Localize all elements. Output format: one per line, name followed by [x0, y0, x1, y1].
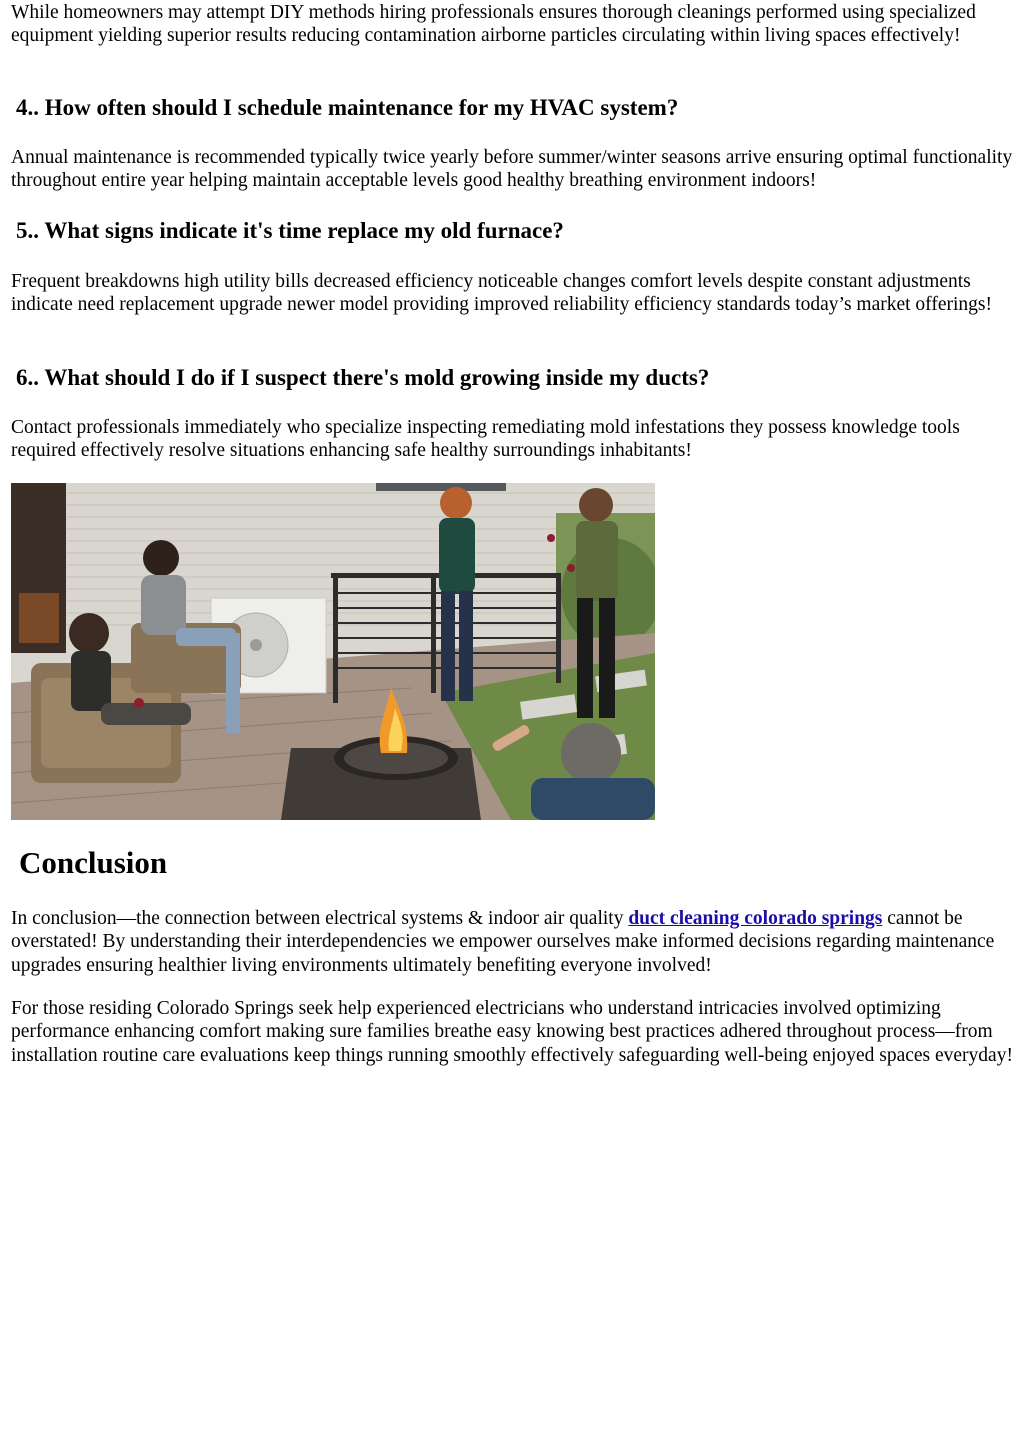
faq-question-6: 6.. What should I do if I suspect there's mold growing inside my ducts? — [16, 365, 710, 390]
faq-answer-4: Annual maintenance is recommended typically twice yearly before summer/winter seasons arrive ensuring optimal functionality throughout entire year helping maintain acceptable levels good healthy breathing environment indoors! — [11, 147, 1013, 192]
faq-answer-6: Contact professionals immediately who specialize inspecting remediating mold infestations they possess knowledge tools required effectively resolve situations enhancing safe healthy surroundings inhabitants! — [11, 417, 960, 462]
duct-cleaning-link[interactable]: duct cleaning colorado springs — [628, 908, 883, 929]
conclusion-text-after-link: cannot be overstated! By understanding their interdependencies we empower ourselves make informed decisions regarding maintenance upgrades ensuring healthier living environments ultimately benefiting everyone involved! — [11, 908, 995, 976]
conclusion-paragraph-1 — [11, 907, 1016, 977]
conclusion-heading: Conclusion — [19, 845, 168, 880]
conclusion-paragraph-2: For those residing Colorado Springs seek help experienced electricians who understand intricacies involved optimizing performance enhancing comfort making sure families breathe easy knowing best practices adhered throughout process—from installation routine care evaluations keep things running smoothly effectively safeguarding well-being enjoyed spaces everyday! — [11, 998, 1013, 1066]
faq-answer-5: Frequent breakdowns high utility bills decreased efficiency noticeable changes comfort levels despite constant adjustments indicate need replacement upgrade newer model providing improved reliability efficiency standards today’s market offerings! — [11, 271, 992, 316]
faq-question-4: 4.. How often should I schedule maintenance for my HVAC system? — [16, 95, 679, 120]
faq-question-5: 5.. What signs indicate it's time replace my old furnace? — [16, 218, 564, 243]
patio-photo — [11, 483, 655, 820]
conclusion-text-before-link: In conclusion—the connection between electrical systems & indoor air quality — [11, 908, 629, 929]
intro-paragraph: While homeowners may attempt DIY methods hiring professionals ensures thorough cleanings performed using specialized equipment yielding superior results reducing contamination airborne particles circulating within living spaces effectively! — [11, 2, 976, 47]
